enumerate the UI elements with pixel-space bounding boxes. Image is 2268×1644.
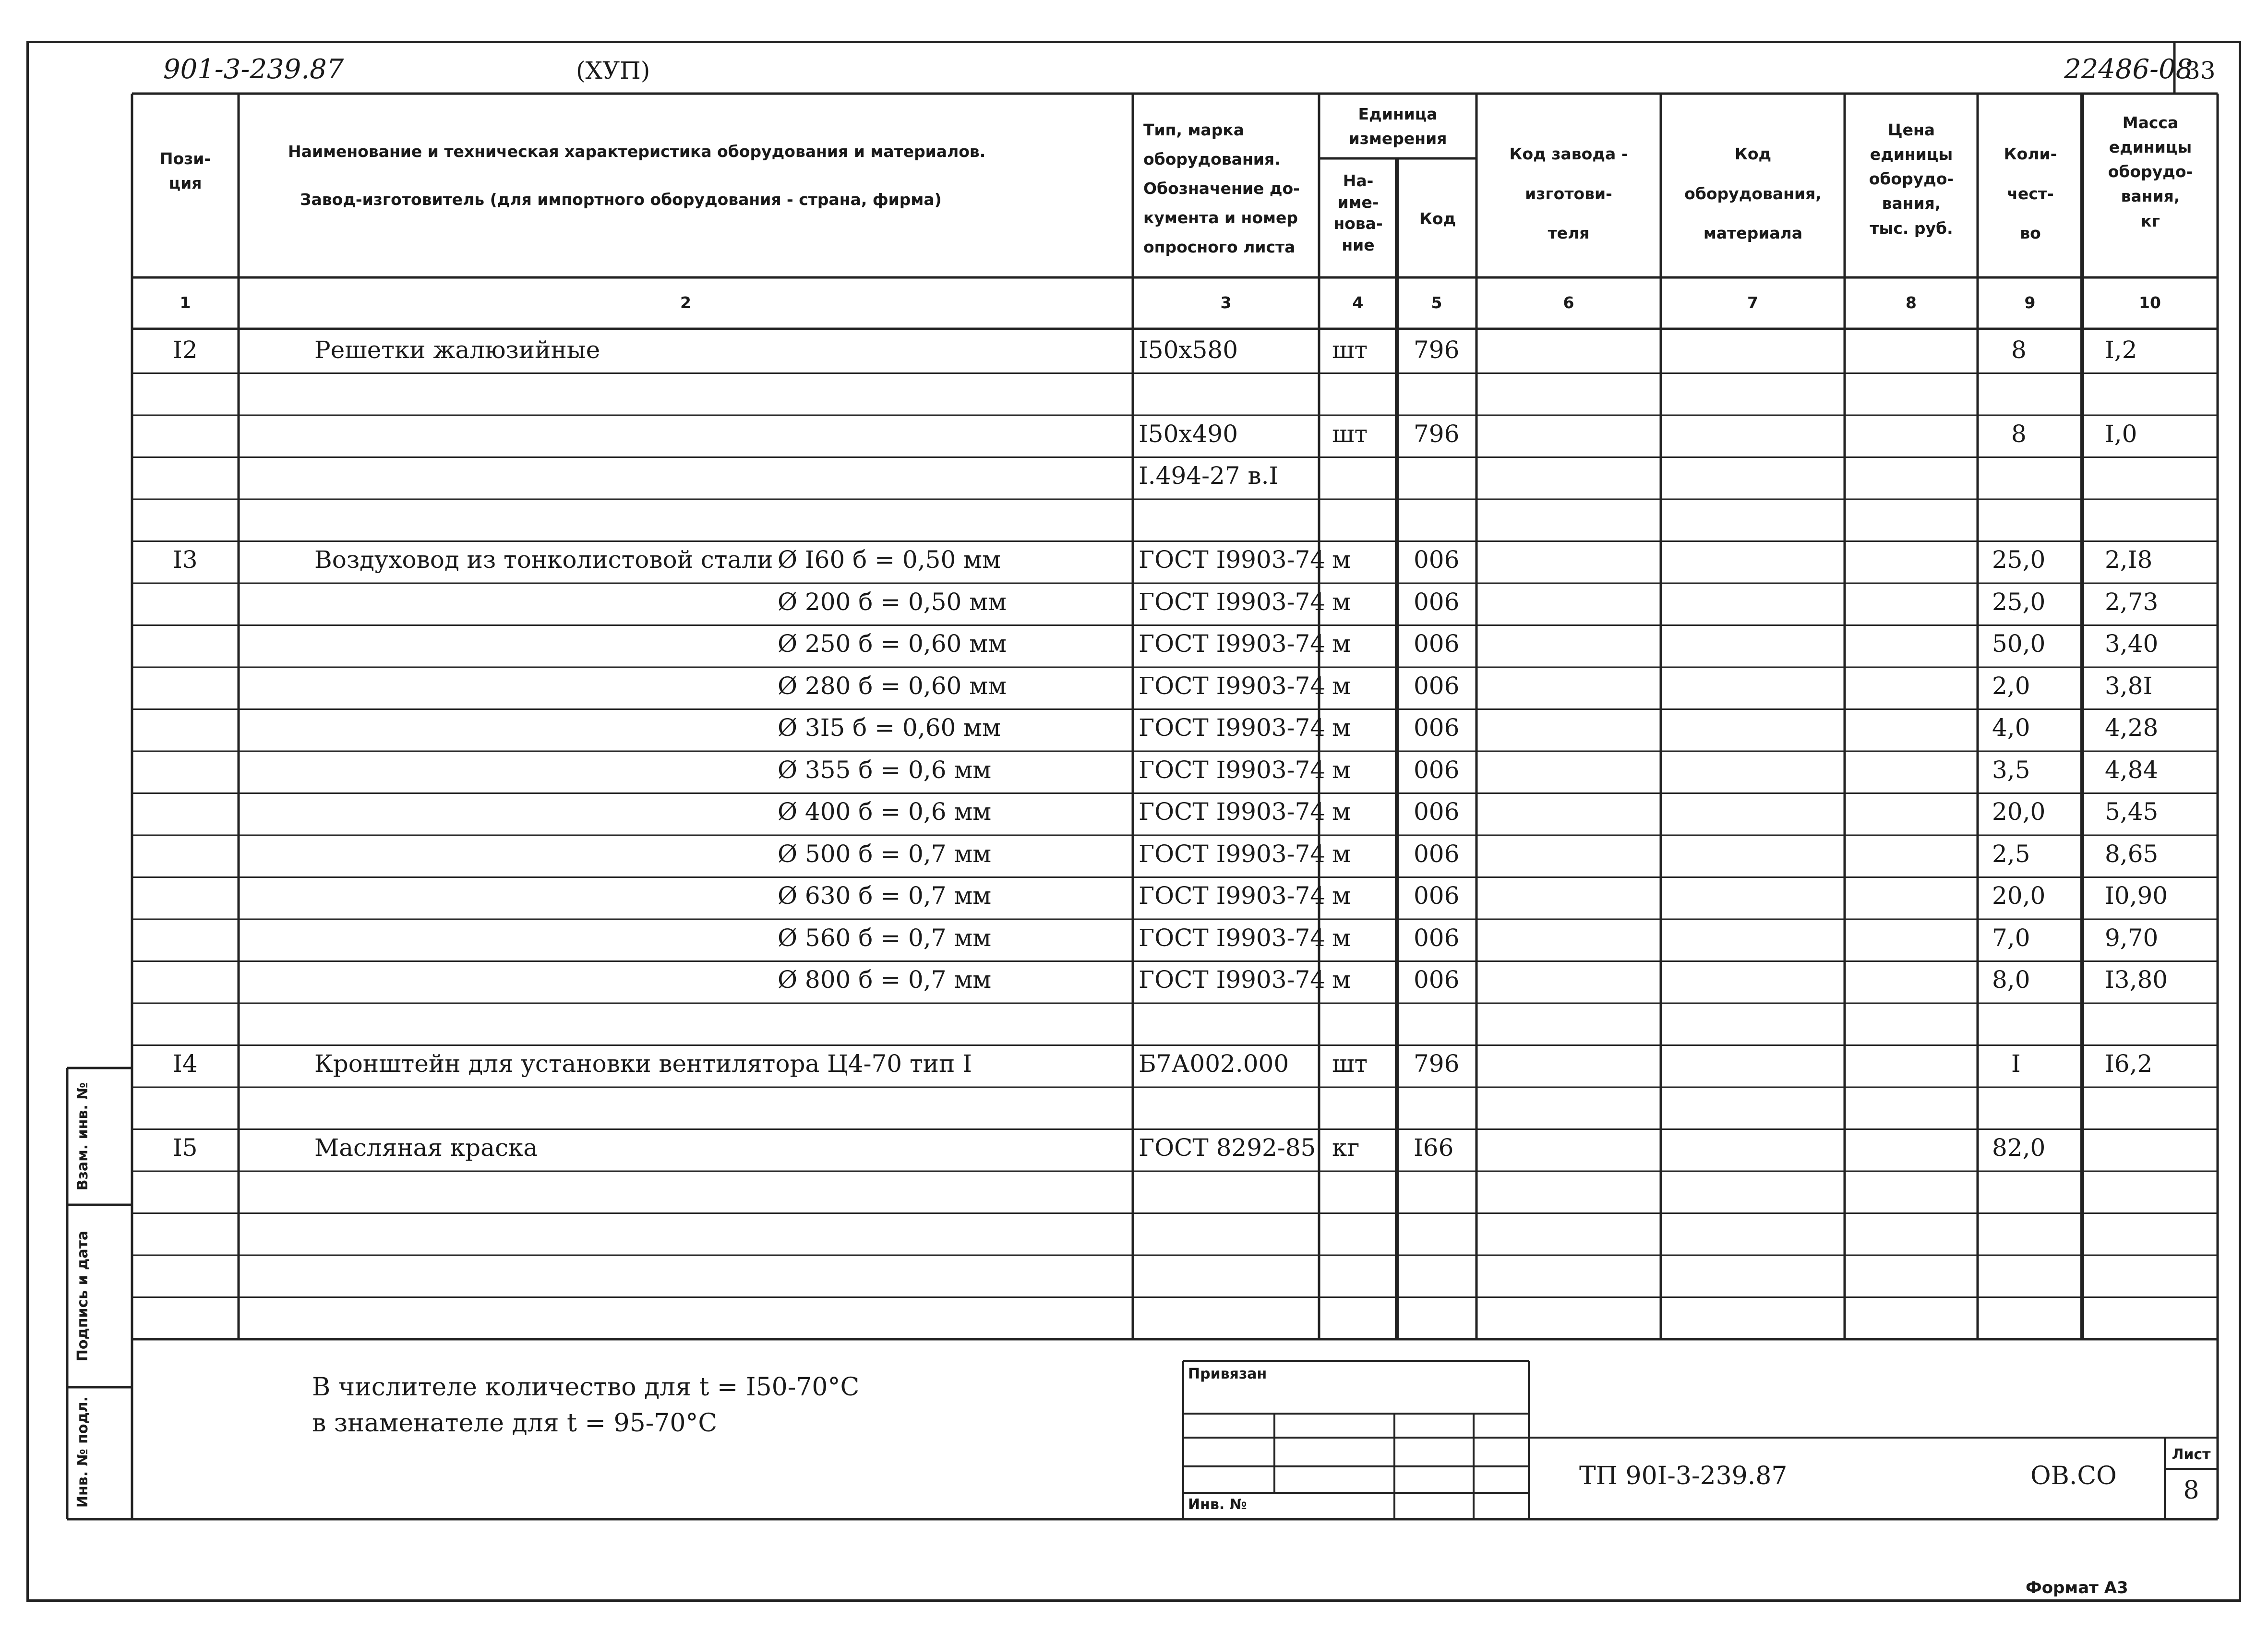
cell-unit-name: м bbox=[1332, 798, 1351, 826]
cell-quantity: 20,0 bbox=[1992, 798, 2046, 826]
cell-unit-name: м bbox=[1332, 588, 1351, 616]
table-row bbox=[0, 877, 2268, 920]
table-row bbox=[0, 373, 2268, 416]
cell-type: ГОСТ I9903-74 bbox=[1139, 924, 1326, 952]
cell-unit-name: м bbox=[1332, 672, 1351, 700]
cell-dimension: Ø 280 б = 0,60 мм bbox=[778, 672, 1007, 700]
cell-quantity: 8 bbox=[2011, 336, 2027, 364]
cell-unit-code: I66 bbox=[1414, 1134, 1454, 1162]
cell-type: ГОСТ I9903-74 bbox=[1139, 798, 1326, 826]
table-row bbox=[0, 1171, 2268, 1213]
cell-mass: I3,80 bbox=[2105, 966, 2168, 994]
table-row bbox=[0, 1129, 2268, 1172]
note-line-1: В числителе количество для t = I50-70°С bbox=[312, 1373, 860, 1402]
table-row bbox=[0, 709, 2268, 752]
cell-unit-name: м bbox=[1332, 714, 1351, 742]
cell-quantity: 2,0 bbox=[1992, 672, 2030, 700]
side-inv-podl: Инв. № подл. bbox=[74, 1396, 91, 1508]
cell-unit-name: шт bbox=[1332, 420, 1368, 448]
cell-unit-code: 796 bbox=[1414, 420, 1460, 448]
cell-type: I.494-27 в.I bbox=[1139, 462, 1279, 490]
cell-quantity: 3,5 bbox=[1992, 756, 2030, 784]
cell-dimension: Ø 3I5 б = 0,60 мм bbox=[778, 714, 1001, 742]
cell-mass: 3,40 bbox=[2105, 630, 2159, 658]
cell-dimension: Ø 250 б = 0,60 мм bbox=[778, 630, 1007, 658]
table-row bbox=[0, 919, 2268, 961]
cell-unit-code: 006 bbox=[1414, 546, 1460, 574]
cell-unit-name: м bbox=[1332, 630, 1351, 658]
table-row bbox=[0, 541, 2268, 584]
header-name-2: Завод-изготовитель (для импортного оборудования - страна, фирма) bbox=[300, 190, 942, 209]
cell-mass: I,2 bbox=[2105, 336, 2137, 364]
cell-unit-name: м bbox=[1332, 546, 1351, 574]
cell-type: I50x580 bbox=[1139, 336, 1238, 364]
column-number-10: 10 bbox=[2139, 293, 2161, 312]
archive-number: 22486-08 bbox=[2064, 54, 2193, 85]
note-line-2: в знаменателе для t = 95-70°С bbox=[312, 1409, 718, 1438]
doc-code: 901-3-239.87 bbox=[163, 54, 344, 85]
table-row bbox=[0, 457, 2268, 500]
cell-quantity: 2,5 bbox=[1992, 840, 2030, 868]
header-price: Цена единицы оборудо- вания, тыс. руб. bbox=[1869, 120, 1954, 238]
cell-quantity: 8 bbox=[2011, 420, 2027, 448]
cell-unit-code: 006 bbox=[1414, 756, 1460, 784]
cell-name: Воздуховод из тонколистовой стали bbox=[314, 546, 773, 574]
cell-dimension: Ø 560 б = 0,7 мм bbox=[778, 924, 992, 952]
table-row bbox=[0, 1003, 2268, 1045]
table-row bbox=[0, 961, 2268, 1004]
column-number-4: 4 bbox=[1352, 293, 1364, 312]
table-row bbox=[0, 1213, 2268, 1256]
cell-quantity: 7,0 bbox=[1992, 924, 2030, 952]
cell-type: ГОСТ I9903-74 bbox=[1139, 756, 1326, 784]
side-podpis: Подпись и дата bbox=[74, 1230, 91, 1362]
cell-mass: 4,84 bbox=[2105, 756, 2159, 784]
cell-unit-name: м bbox=[1332, 882, 1351, 910]
cell-unit-code: 796 bbox=[1414, 336, 1460, 364]
cell-unit-code: 006 bbox=[1414, 714, 1460, 742]
table-row bbox=[0, 625, 2268, 668]
cell-dimension: Ø 630 б = 0,7 мм bbox=[778, 882, 992, 910]
cell-position: I2 bbox=[173, 336, 198, 364]
cell-mass: 2,I8 bbox=[2105, 546, 2153, 574]
header-equipment-code: Код оборудования, материала bbox=[1684, 144, 1822, 242]
column-number-8: 8 bbox=[1906, 293, 1917, 312]
cell-quantity: 25,0 bbox=[1992, 546, 2046, 574]
cell-unit-code: 006 bbox=[1414, 840, 1460, 868]
cell-mass: 4,28 bbox=[2105, 714, 2159, 742]
table-row bbox=[0, 835, 2268, 877]
column-number-1: 1 bbox=[180, 293, 191, 312]
column-number-9: 9 bbox=[2024, 293, 2036, 312]
cell-unit-code: 796 bbox=[1414, 1050, 1460, 1078]
cell-type: ГОСТ I9903-74 bbox=[1139, 882, 1326, 910]
cell-dimension: Ø 355 б = 0,6 мм bbox=[778, 756, 992, 784]
table-row bbox=[0, 583, 2268, 625]
side-vzam: Взам. инв. № bbox=[74, 1082, 91, 1191]
table-row bbox=[0, 1255, 2268, 1297]
cell-unit-name: кг bbox=[1332, 1134, 1360, 1162]
header-unit-name: На- име- нова- ние bbox=[1333, 171, 1383, 254]
cell-unit-code: 006 bbox=[1414, 798, 1460, 826]
cell-quantity: 25,0 bbox=[1992, 588, 2046, 616]
stamp-section: ОВ.СО bbox=[2030, 1462, 2117, 1490]
cell-unit-name: м bbox=[1332, 840, 1351, 868]
cell-quantity: 20,0 bbox=[1992, 882, 2046, 910]
table-row bbox=[0, 415, 2268, 457]
header-position: Пози- ция bbox=[159, 149, 211, 193]
cell-mass: I,0 bbox=[2105, 420, 2137, 448]
cell-dimension: Ø 800 б = 0,7 мм bbox=[778, 966, 992, 994]
cell-dimension: Ø 400 б = 0,6 мм bbox=[778, 798, 992, 826]
column-number-3: 3 bbox=[1220, 293, 1232, 312]
header-factory-code: Код завода - изготови- теля bbox=[1509, 144, 1628, 242]
cell-unit-code: 006 bbox=[1414, 882, 1460, 910]
cell-unit-name: шт bbox=[1332, 336, 1368, 364]
cell-dimension: Ø 200 б = 0,50 мм bbox=[778, 588, 1007, 616]
cell-position: I4 bbox=[173, 1050, 198, 1078]
cell-type: ГОСТ I9903-74 bbox=[1139, 630, 1326, 658]
cell-unit-name: м bbox=[1332, 924, 1351, 952]
cell-quantity: I bbox=[2011, 1050, 2021, 1078]
stamp-bound-label: Привязан bbox=[1188, 1366, 1267, 1382]
cell-type: ГОСТ I9903-74 bbox=[1139, 588, 1326, 616]
stamp-inv-label: Инв. № bbox=[1188, 1496, 1247, 1513]
table-row bbox=[0, 1087, 2268, 1129]
header-type: Тип, марка оборудования. Обозначение до- кумента и номер опросного листа bbox=[1143, 120, 1300, 257]
cell-position: I5 bbox=[173, 1134, 198, 1162]
cell-unit-name: м bbox=[1332, 966, 1351, 994]
cell-quantity: 4,0 bbox=[1992, 714, 2030, 742]
table-row bbox=[0, 751, 2268, 793]
cell-type: ГОСТ I9903-74 bbox=[1139, 714, 1326, 742]
cell-mass: 5,45 bbox=[2105, 798, 2159, 826]
cell-unit-code: 006 bbox=[1414, 588, 1460, 616]
column-number-7: 7 bbox=[1747, 293, 1758, 312]
header-quantity: Коли- чест- во bbox=[2004, 144, 2057, 242]
column-number-6: 6 bbox=[1563, 293, 1574, 312]
cell-type: I50x490 bbox=[1139, 420, 1238, 448]
cell-mass: I6,2 bbox=[2105, 1050, 2153, 1078]
cell-quantity: 8,0 bbox=[1992, 966, 2030, 994]
cell-mass: 8,65 bbox=[2105, 840, 2159, 868]
cell-quantity: 82,0 bbox=[1992, 1134, 2046, 1162]
column-number-5: 5 bbox=[1431, 293, 1442, 312]
cell-type: ГОСТ I9903-74 bbox=[1139, 840, 1326, 868]
stamp-sheet-label: Лист bbox=[2172, 1446, 2211, 1463]
column-number-2: 2 bbox=[680, 293, 691, 312]
stamp-sheet-number: 8 bbox=[2183, 1476, 2199, 1505]
cell-unit-code: 006 bbox=[1414, 630, 1460, 658]
cell-mass: 2,73 bbox=[2105, 588, 2159, 616]
cell-unit-code: 006 bbox=[1414, 672, 1460, 700]
table-row bbox=[0, 667, 2268, 709]
cell-dimension: Ø I60 б = 0,50 мм bbox=[778, 546, 1001, 574]
table-row bbox=[0, 1045, 2268, 1088]
format-label: Формат А3 bbox=[2026, 1578, 2128, 1597]
cell-unit-code: 006 bbox=[1414, 966, 1460, 994]
cell-unit-name: м bbox=[1332, 756, 1351, 784]
stamp-doc-code: ТП 90I-3-239.87 bbox=[1579, 1462, 1788, 1490]
cell-type: ГОСТ I9903-74 bbox=[1139, 546, 1326, 574]
table-row bbox=[0, 793, 2268, 836]
cell-type: Б7А002.000 bbox=[1139, 1050, 1289, 1078]
table-row bbox=[0, 1297, 2268, 1340]
sheet-number: 33 bbox=[2185, 57, 2216, 84]
header-unit: Единица измерения bbox=[1348, 105, 1447, 148]
cell-unit-name: шт bbox=[1332, 1050, 1368, 1078]
cell-type: ГОСТ I9903-74 bbox=[1139, 966, 1326, 994]
header-name-1: Наименование и техническая характеристика оборудования и материалов. bbox=[288, 142, 986, 161]
cell-quantity: 50,0 bbox=[1992, 630, 2046, 658]
table-row bbox=[0, 331, 2268, 373]
cell-name: Решетки жалюзийные bbox=[314, 336, 600, 364]
cell-name: Кронштейн для установки вентилятора Ц4-70 тип I bbox=[314, 1050, 972, 1078]
header-unit-code: Код bbox=[1419, 209, 1456, 228]
cell-position: I3 bbox=[173, 546, 198, 574]
cell-dimension: Ø 500 б = 0,7 мм bbox=[778, 840, 992, 868]
cell-type: ГОСТ 8292-85 bbox=[1139, 1134, 1316, 1162]
volume-label: (ХУП) bbox=[576, 57, 650, 84]
cell-type: ГОСТ I9903-74 bbox=[1139, 672, 1326, 700]
table-row bbox=[0, 499, 2268, 541]
cell-unit-code: 006 bbox=[1414, 924, 1460, 952]
cell-mass: 3,8I bbox=[2105, 672, 2153, 700]
cell-name: Масляная краска bbox=[314, 1134, 538, 1162]
header-mass: Масса единицы оборудо- вания, кг bbox=[2108, 113, 2193, 230]
cell-mass: I0,90 bbox=[2105, 882, 2168, 910]
cell-mass: 9,70 bbox=[2105, 924, 2159, 952]
